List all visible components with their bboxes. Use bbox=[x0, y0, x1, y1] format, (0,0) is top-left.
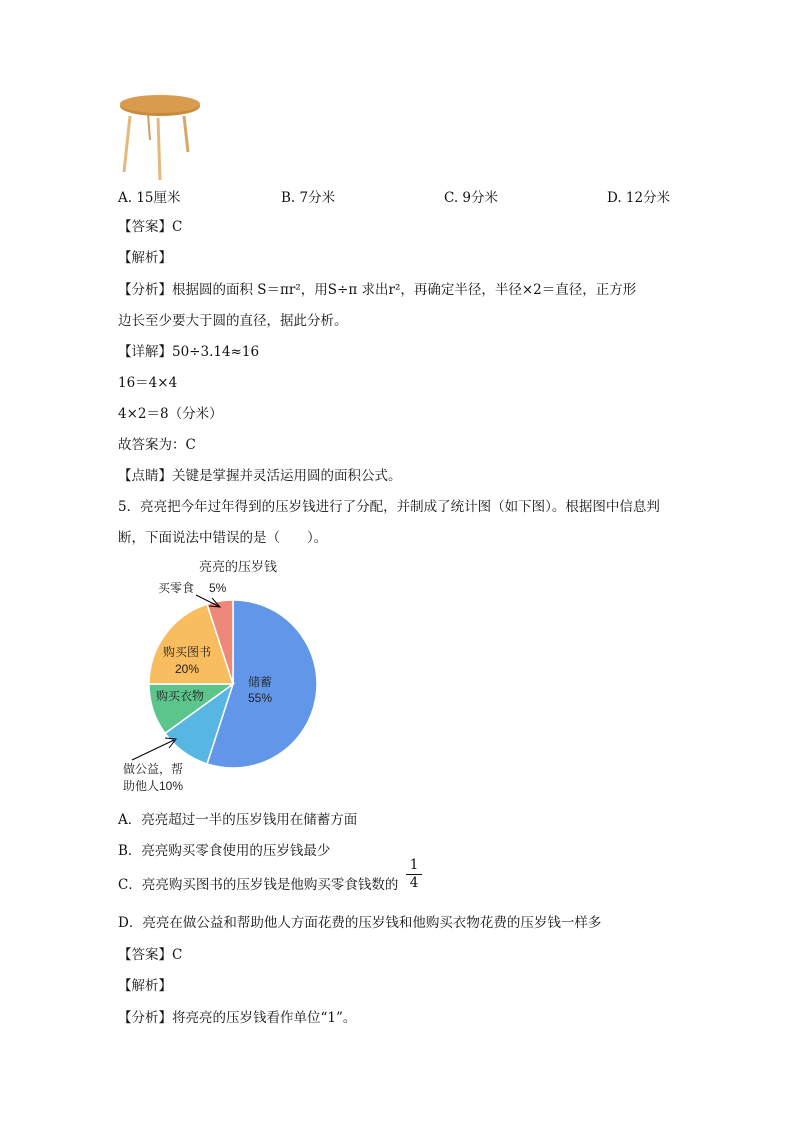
fraction-one-quarter bbox=[404, 858, 424, 891]
q5-option-d: D．亮亮在做公益和帮助他人方面花费的压岁钱和他购买衣物花费的压岁钱一样多 bbox=[118, 915, 602, 931]
charity-leader-arrow bbox=[132, 740, 174, 760]
q4-fenxi-line1: 【分析】根据圆的面积 S＝πr²，用S÷π 求出r²，再确定半径，半径×2＝直径，正方形 bbox=[118, 282, 637, 298]
option-d: D. 12分米 bbox=[607, 190, 671, 206]
q5-option-b: B．亮亮购买零食使用的压岁钱最少 bbox=[118, 843, 331, 859]
q4-answer: 【答案】C bbox=[118, 219, 183, 235]
q4-detail-line1: 【详解】50÷3.14≈16 bbox=[118, 344, 260, 360]
round-table-image bbox=[118, 92, 202, 184]
slice-label-charity-2: 助他人10% bbox=[123, 779, 184, 793]
q5-analysis-label: 【解析】 bbox=[118, 978, 172, 994]
slice-label-clothes: 购买衣物 bbox=[155, 689, 205, 703]
q4-conclusion: 故答案为：C bbox=[118, 437, 196, 453]
chart-title: 亮亮的压岁钱 bbox=[199, 559, 278, 574]
q5-answer: 【答案】C bbox=[118, 947, 183, 963]
slice-pct-books: 20% bbox=[174, 662, 200, 676]
slice-label-savings: 储蓄 bbox=[247, 675, 273, 689]
q4-fenxi-line2: 边长至少要大于圆的直径，据此分析。 bbox=[118, 313, 348, 329]
q5-stem-line2: 断，下面说法中错误的是（ ）。 bbox=[118, 530, 328, 546]
q4-detail-line2: 16＝4×4 bbox=[118, 375, 178, 391]
q4-dianjing: 【点睛】关键是掌握并灵活运用圆的面积公式。 bbox=[118, 468, 402, 484]
q5-option-c: C．亮亮购买图书的压岁钱是他购买零食钱数的 bbox=[118, 877, 399, 893]
q5-fenxi: 【分析】将亮亮的压岁钱看作单位“1”。 bbox=[118, 1010, 357, 1026]
fraction-denominator: 4 bbox=[409, 875, 419, 891]
option-c: C. 9分米 bbox=[444, 190, 499, 206]
q4-analysis-label: 【解析】 bbox=[118, 250, 172, 266]
slice-label-charity-1: 做公益，帮 bbox=[123, 762, 184, 776]
q4-detail-line3: 4×2＝8（分米） bbox=[118, 406, 223, 422]
q5-option-a: A．亮亮超过一半的压岁钱用在储蓄方面 bbox=[118, 812, 358, 828]
option-b: B. 7分米 bbox=[281, 190, 336, 206]
slice-pct-snacks: 5% bbox=[209, 581, 227, 595]
slice-pct-savings: 55% bbox=[247, 691, 273, 705]
q5-stem-line1: 5．亮亮把今年过年得到的压岁钱进行了分配，并制成了统计图（如下图）。根据图中信息判 bbox=[118, 499, 660, 515]
slice-label-snacks: 买零食 bbox=[158, 581, 195, 595]
option-a: A. 15厘米 bbox=[118, 190, 181, 206]
fraction-numerator: 1 bbox=[409, 857, 419, 873]
pie-chart bbox=[118, 556, 328, 798]
slice-label-books: 购买图书 bbox=[162, 645, 212, 659]
